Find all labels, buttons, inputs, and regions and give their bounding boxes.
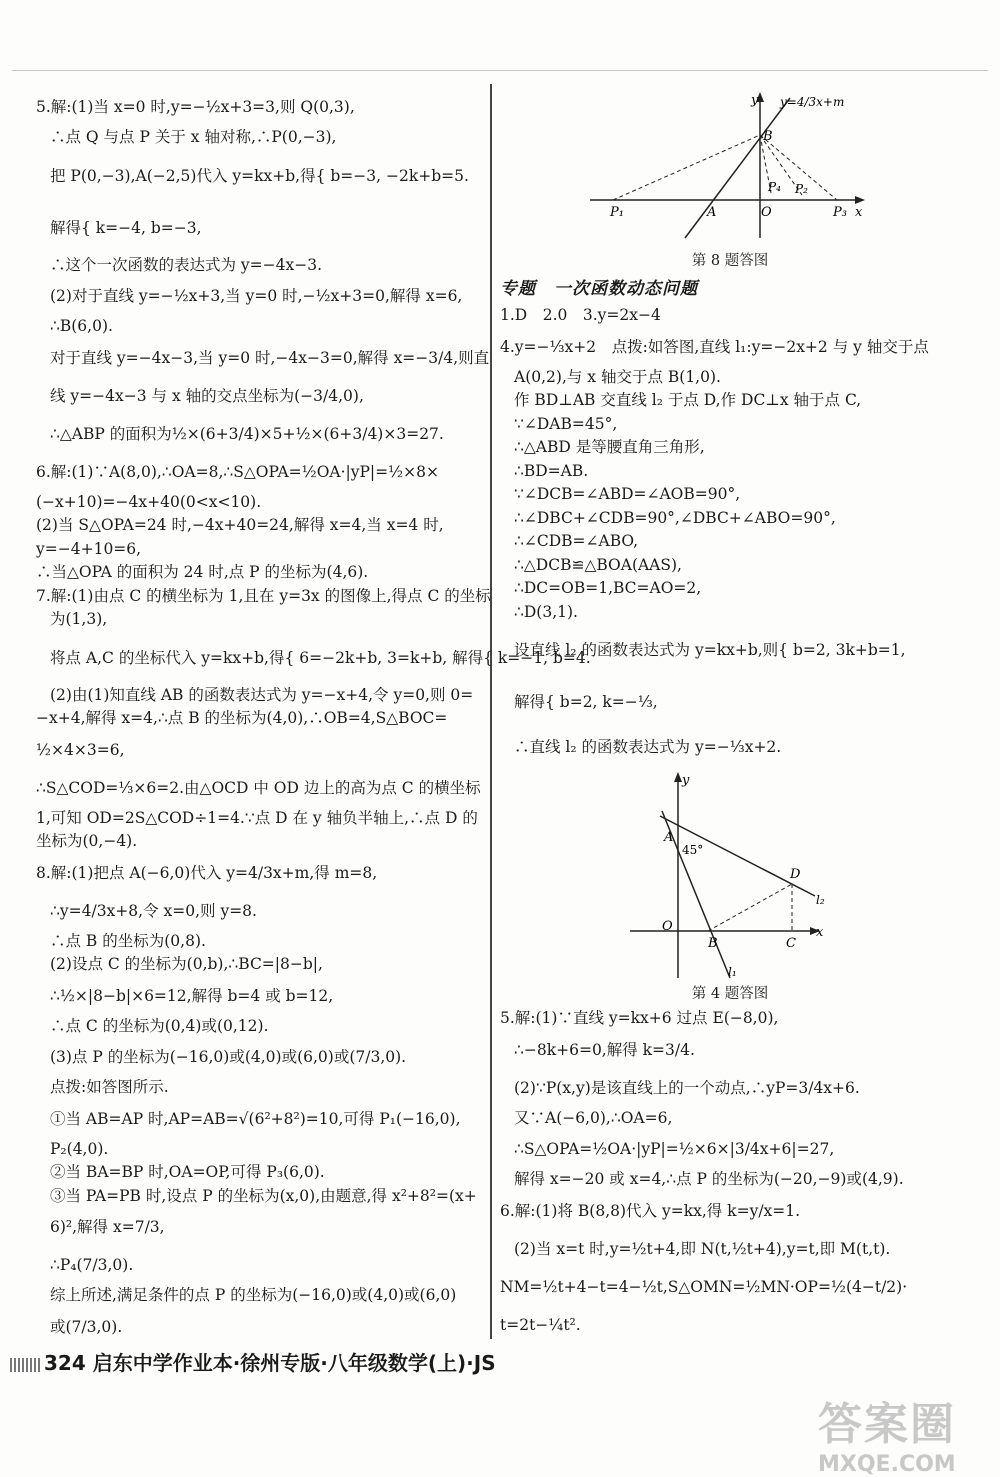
text-line: ∴点 Q 与点 P 关于 x 轴对称,∴P(0,−3), [50,128,337,146]
text-line: ∴B(6,0). [50,317,113,335]
text-line: (2)对于直线 y=−½x+3,当 y=0 时,−½x+3=0,解得 x=6, [50,287,463,305]
text-line: 作 BD⊥AB 交直线 l₂ 于点 D,作 DC⊥x 轴于点 C, [514,391,862,409]
text-line: ∵∠DAB=45°, [514,414,618,433]
text-line: ∴当△OPA 的面积为 24 时,点 P 的坐标为(4,6). [36,563,369,581]
text-line: NM=½t+4−t=4−½t,S△OMN=½MN·OP=½(4−t/2)· [500,1277,908,1296]
text-line: ∴∠DBC+∠CDB=90°,∠DBC+∠ABO=90°, [514,508,836,527]
y-label: y [751,93,759,108]
x-label: x [855,205,863,220]
page-footer [10,1347,496,1376]
text-line: (2)设点 C 的坐标为(0,b),∴BC=|8−b|, [50,955,323,973]
text-line: 8.解:(1)把点 A(−6,0)代入 y=4/3x+m,得 m=8, [36,863,378,882]
text-line: 点拨:如答图所示. [50,1078,169,1096]
text-line: (2)当 S△OPA=24 时,−4x+40=24,解得 x=4,当 x=4 时, [36,516,444,534]
top-rule [12,70,988,71]
text-line: −x+4,解得 x=4,∴点 B 的坐标为(4,0),∴OB=4,S△BOC= [36,709,448,727]
text-line: P₂(4,0). [50,1139,109,1158]
origin-label: O [662,919,673,934]
text-line: (2)∵P(x,y)是该直线上的一个动点,∴yP=3/4x+6. [514,1078,860,1097]
angle-label: 45° [682,843,704,857]
text-line: ③当 PA=PB 时,设点 P 的坐标为(x,0),由题意,得 x²+8²=(x+ [50,1186,477,1205]
text-line: 综上所述,满足条件的点 P 的坐标为(−16,0)或(4,0)或(6,0) [50,1286,457,1304]
figure-4-graph [620,766,840,981]
x-label: x [816,925,824,940]
text-line: ∴点 C 的坐标为(0,4)或(0,12). [50,1016,269,1035]
text-line: ∴△ABD 是等腰直角三角形, [514,438,705,456]
text-line: 5.解:(1)∵直线 y=kx+6 过点 E(−8,0), [500,1009,779,1027]
watermark-logo: 答案圈 [818,1399,956,1450]
text-line: 又∵A(−6,0),∴OA=6, [514,1108,673,1127]
text-line: ∴△DCB≌△BOA(AAS), [514,555,682,574]
text-line: ∴直线 l₂ 的函数表达式为 y=−⅓x+2. [514,738,782,756]
text-line: t=2t−¼t². [500,1315,581,1334]
text-line: ∴S△COD=⅓×6=2.由△OCD 中 OD 边上的高为点 C 的横坐标 [36,778,481,797]
text-line: 设直线 l₂ 的函数表达式为 y=kx+b,则{ b=2, 3k+b=1, [514,641,906,659]
text-line: 7.解:(1)由点 C 的横坐标为 1,且在 y=3x 的图像上,得点 C 的坐标 [36,586,491,605]
footer-text: 324 启东中学作业本·徐州专版·八年级数学(上)·JS [44,1351,496,1375]
section-title: 专题 一次函数动态问题 [500,279,698,299]
point-a-label: A [707,205,717,220]
text-line: 1.D 2.0 3.y=2x−4 [500,306,661,324]
text-line: 6.解:(1)将 B(8,8)代入 y=kx,得 k=y/x=1. [500,1201,801,1220]
text-line: 对于直线 y=−4x−3,当 y=0 时,−4x−3=0,解得 x=−3/4,则直 [50,348,490,367]
figure-8-caption: 第 8 题答图 [691,253,769,269]
figure-8-graph [585,88,875,248]
footer-pattern-icon [10,1358,40,1372]
text-line: ∴−8k+6=0,解得 k=3/4. [514,1040,695,1059]
text-line: 4.y=−⅓x+2 点拨:如答图,直线 l₁:y=−2x+2 与 y 轴交于点 [500,337,929,356]
point-p4-label: P₄ [768,180,781,194]
origin-label: O [761,205,772,220]
text-line: (2)由(1)知直线 AB 的函数表达式为 y=−x+4,令 y=0,则 0= [50,685,474,704]
text-line: y=−4+10=6, [36,539,142,558]
text-line: 5.解:(1)当 x=0 时,y=−½x+3=3,则 Q(0,3), [36,98,355,116]
text-line: (−x+10)=−4x+40(0<x<10). [36,492,262,511]
right-column [500,88,960,1344]
text-line: (2)当 x=t 时,y=½t+4,即 N(t,½t+4),y=t,即 M(t,t). [514,1239,891,1258]
point-p3-label: P₃ [833,205,847,220]
text-line: ①当 AB=AP 时,AP=AB=√(6²+8²)=10,可得 P₁(−16,0), [50,1109,461,1128]
text-line: 1,可知 OD=2S△COD÷1=4.∵点 D 在 y 轴负半轴上,∴点 D 的 [36,808,478,827]
text-line: 线 y=−4x−3 与 x 轴的交点坐标为(−3/4,0), [50,386,364,405]
figure-4-caption: 第 4 题答图 [691,986,769,1002]
text-line: 解得 x=−20 或 x=4,∴点 P 的坐标为(−20,−9)或(4,9). [514,1170,904,1188]
point-d-label: D [790,867,801,882]
point-a-label: A [664,830,674,845]
text-line: ∴这个一次函数的表达式为 y=−4x−3. [50,255,323,274]
text-line: ∴S△OPA=½OA·|yP|=½×6×|3/4x+6|=27, [514,1140,835,1158]
text-line: ∴△ABP 的面积为½×(6+3/4)×5+½×(6+3/4)×3=27. [50,424,444,443]
text-line: ∵∠DCB=∠ABD=∠AOB=90°, [514,485,741,503]
text-line: ∴½×|8−b|×6=12,解得 b=4 或 b=12, [50,986,334,1005]
point-p1-label: P₁ [610,205,624,220]
text-line: 6)²,解得 x=7/3, [50,1218,165,1236]
text-line: ②当 BA=BP 时,OA=OP,可得 P₃(6,0). [50,1163,325,1181]
watermark-url: MXQE.COM [818,1452,956,1477]
text-line: ∴BD=AB. [514,461,589,480]
column-divider [490,84,492,1339]
text-line: 解得{ k=−4, b=−3, [50,218,202,237]
line-l2-label: l₂ [816,893,825,907]
point-p2-label: P₂ [795,182,808,196]
line-l1-label: l₁ [728,965,737,979]
text-line: 为(1,3), [50,610,108,628]
text-line: ∴点 B 的坐标为(0,8). [50,931,206,950]
text-line: ∴D(3,1). [514,602,578,621]
point-b-label: B [763,129,773,144]
point-c-label: C [786,936,796,951]
text-line: ½×4×3=6, [36,740,125,759]
text-line: ∴∠CDB=∠ABO, [514,532,639,550]
text-line: 6.解:(1)∵A(8,0),∴OA=8,∴S△OPA=½OA·|yP|=½×8× [36,462,439,481]
text-line: 解得{ b=2, k=−⅓, [514,693,658,711]
watermark [818,1388,956,1477]
text-line: 把 P(0,−3),A(−2,5)代入 y=kx+b,得{ b=−3, −2k+b=5. [50,166,469,185]
text-line: A(0,2),与 x 轴交于点 B(1,0). [514,367,721,386]
text-line: 将点 A,C 的坐标代入 y=kx+b,得{ 6=−2k+b, 3=k+b, 解得{ k=−1, b=4. [50,648,591,667]
text-line: (3)点 P 的坐标为(−16,0)或(4,0)或(6,0)或(7/3,0). [50,1048,407,1066]
point-b-label: B [708,936,718,951]
text-line: ∴y=4/3x+8,令 x=0,则 y=8. [50,901,257,920]
text-line: ∴P₄(7/3,0). [50,1256,134,1274]
y-label: y [682,773,690,788]
text-line: 坐标为(0,−4). [36,832,138,850]
line-label: y=4/3x+m [780,95,845,109]
text-line: 或(7/3,0). [50,1317,123,1336]
text-line: ∴DC=OB=1,BC=AO=2, [514,579,702,597]
